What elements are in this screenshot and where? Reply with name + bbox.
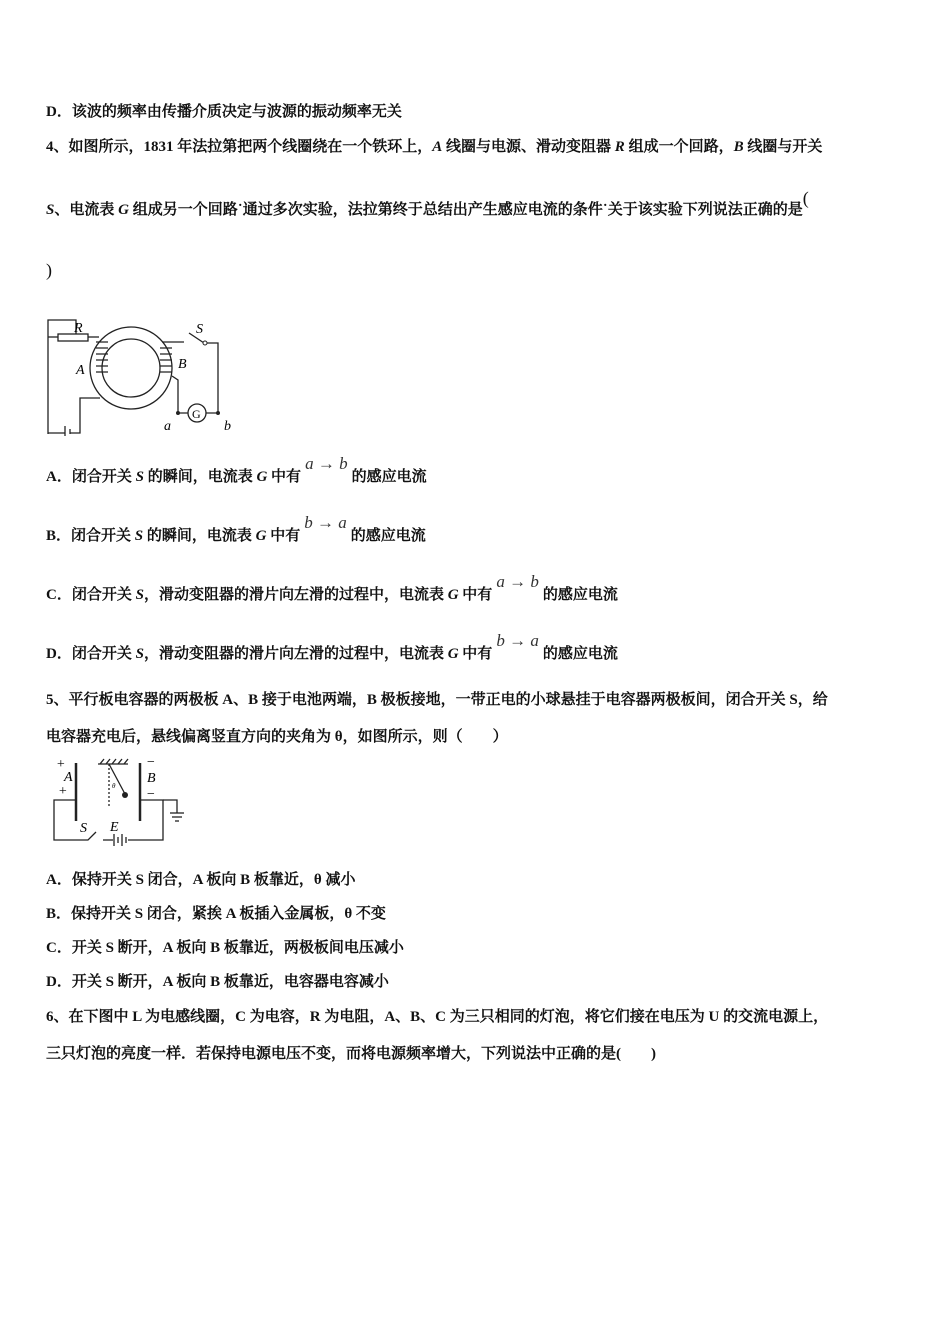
plate-a-plus-bottom: +: [58, 784, 68, 799]
current-direction: a → b: [305, 454, 348, 473]
plate-b-label: B: [147, 771, 156, 786]
capacitor-figure: [50, 758, 190, 846]
plate-b-minus-bottom: −: [146, 787, 156, 802]
label-a: A: [76, 363, 85, 378]
galvanometer-label: G: [192, 407, 201, 421]
close-paren: ): [46, 260, 52, 280]
label-b: B: [178, 357, 187, 372]
var-b: B: [733, 139, 744, 155]
q5-stem-line1: 5、平行板电容器的两极板 A、B 接于电池两端，B 极板接地，一带正电的小球悬挂于电容器两极板间，闭合开关 S，给: [46, 692, 828, 708]
q4-option-c: C．闭合开关 S，滑动变阻器的滑片向左滑的过程中，电流表 G 中有a → b的感应电流: [46, 572, 618, 603]
terminal-b: b: [224, 419, 231, 434]
plate-a-plus-top: +: [56, 758, 66, 772]
stem-text: 、电流表: [54, 202, 119, 218]
current-direction: b → a: [304, 513, 347, 532]
q3-option-d: D．该波的频率由传播介质决定与波源的振动频率无关: [46, 104, 402, 120]
battery-label: E: [110, 820, 119, 835]
theta-label: θ: [112, 782, 116, 790]
var-s: S: [46, 202, 55, 218]
q6-stem-line2: 三只灯泡的亮度一样．若保持电源电压不变，而将电源频率增大，下列说法中正确的是( ): [46, 1046, 656, 1062]
q5-option-a: A．保持开关 S 闭合，A 板向 B 板靠近，θ 减小: [46, 872, 356, 888]
stem-text: 组成另一个回路˙通过多次实验，法拉第终于总结出产生感应电流的条件˙关于该实验下列说法正确的是: [128, 202, 803, 218]
plate-b-minus-top: −: [146, 758, 156, 770]
q5-option-c: C．开关 S 断开，A 板向 B 板靠近，两极板间电压减小: [46, 940, 404, 956]
q4-option-a: A．闭合开关 S 的瞬间，电流表 G 中有a → b的感应电流: [46, 454, 427, 485]
stem-text: 组成一个回路，: [624, 139, 734, 155]
stem-text: 线圈与开关: [743, 139, 823, 155]
var-g: G: [118, 202, 129, 218]
stem-text: 线圈与电源、滑动变阻器: [442, 139, 615, 155]
label-r: R: [74, 321, 83, 336]
q6-stem-line1: 6、在下图中 L 为电感线圈，C 为电容，R 为电阻，A、B、C 为三只相同的灯泡，将它们接在电压为 U 的交流电源上，: [46, 1009, 829, 1025]
plate-a-label: A: [64, 770, 73, 785]
current-direction: b → a: [496, 631, 539, 650]
q4-stem-line2: [46, 188, 809, 220]
faraday-ring-figure: [44, 318, 239, 436]
q4-option-b: B．闭合开关 S 的瞬间，电流表 G 中有b → a的感应电流: [46, 513, 426, 544]
open-paren: (: [802, 188, 809, 208]
q5-option-b: B．保持开关 S 闭合，紧挨 A 板插入金属板，θ 不变: [46, 906, 386, 922]
label-s: S: [196, 322, 203, 337]
var-a: A: [432, 139, 443, 155]
var-r: R: [614, 139, 625, 155]
stem-text: 4、如图所示，1831 年法拉第把两个线圈绕在一个铁环上，: [46, 139, 433, 155]
switch-label: S: [80, 821, 87, 836]
q5-option-d: D．开关 S 断开，A 板向 B 板靠近，电容器电容减小: [46, 974, 389, 990]
q5-stem-line2: 电容器充电后，悬线偏离竖直方向的夹角为 θ，如图所示，则（ ）: [46, 729, 508, 745]
current-direction: a → b: [496, 572, 539, 591]
q4-option-d: D．闭合开关 S，滑动变阻器的滑片向左滑的过程中，电流表 G 中有b → a的感应电流: [46, 631, 618, 662]
terminal-a: a: [164, 419, 171, 434]
q4-stem-line1: [46, 137, 822, 157]
